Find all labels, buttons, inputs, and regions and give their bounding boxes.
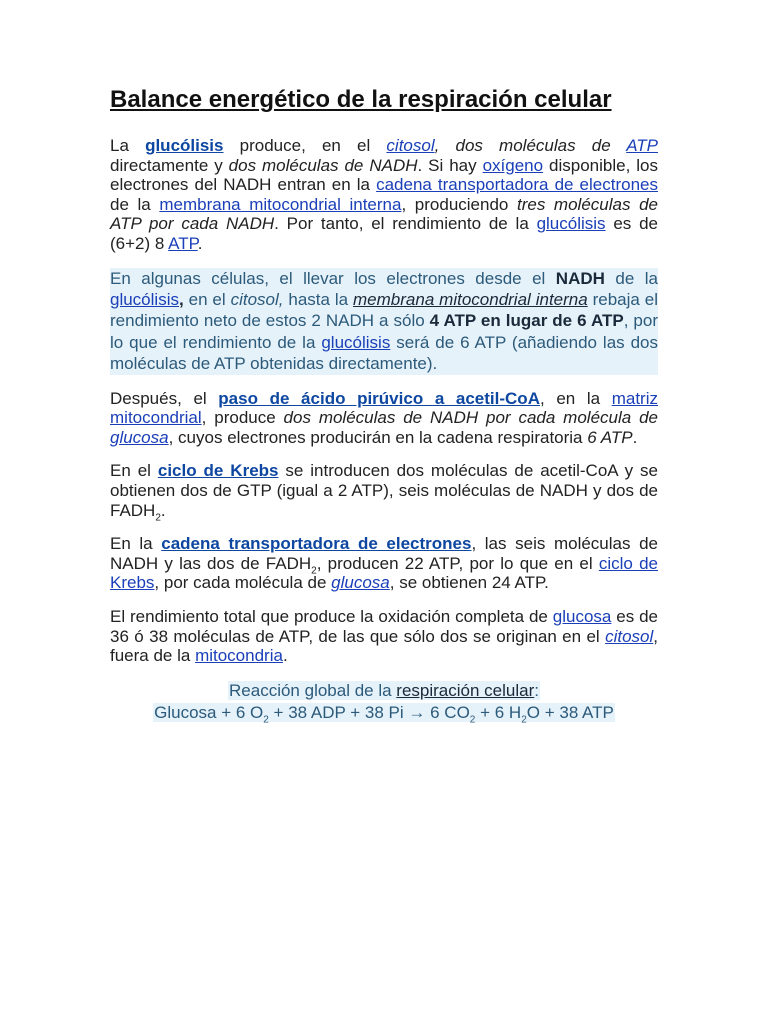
reaction-equation-box (153, 702, 615, 726)
text: disponible, los electrones del NADH entran en la (110, 155, 658, 195)
text: , produciendo (401, 194, 517, 214)
text: . Por tanto, el rendimiento de la (274, 214, 537, 234)
paragraph-acetil-coa (110, 389, 658, 448)
text: será de 6 ATP (añadiendo las dos moléculas de ATP obtenidas directamente). (110, 332, 658, 374)
text: , produce (201, 408, 284, 428)
link-glucosa-3[interactable]: glucosa (552, 606, 612, 626)
text: , por cada molécula de (154, 573, 332, 593)
reaction-label (110, 680, 658, 702)
text: + 38 ADP + 38 Pi → 6 CO (268, 702, 470, 722)
paragraph-krebs (110, 461, 658, 523)
text: 4 ATP en lugar de 6 ATP (429, 311, 624, 331)
subscript: 2 (263, 714, 269, 726)
text: Reacción global de la (229, 680, 397, 700)
text: 6 ATP (587, 427, 633, 447)
text: En el (110, 461, 158, 481)
link-oxigeno[interactable]: oxígeno (482, 155, 544, 175)
text: . Si hay (417, 155, 483, 175)
text: en el (183, 289, 231, 309)
text: El rendimiento total que produce la oxidación completa de (110, 606, 553, 626)
text: es de 36 ó 38 moléculas de ATP, de las que sólo dos se originan en el (110, 606, 659, 646)
text: En algunas células, el llevar los electrones desde el (110, 268, 556, 288)
text: produce, en el (223, 136, 387, 155)
highlight-box (110, 268, 658, 375)
text: directamente y (110, 155, 229, 175)
link-citosol-2[interactable]: citosol (605, 626, 654, 646)
subscript: 2 (521, 714, 527, 726)
text: . (632, 427, 638, 447)
link-glucolisis-3[interactable]: glucólisis (110, 289, 179, 309)
link-citosol[interactable]: citosol (386, 136, 435, 155)
link-cadena-transportadora[interactable]: cadena transportadora de electrones (376, 175, 658, 195)
link-ciclo-krebs[interactable]: ciclo de Krebs (157, 461, 279, 481)
subscript: 2 (311, 565, 317, 577)
text: , producen 22 ATP, por lo que en el (316, 553, 599, 573)
link-glucosa[interactable]: glucosa (110, 427, 169, 447)
link-matriz-mitocondrial[interactable]: matriz mitocondrial (110, 388, 658, 428)
link-respiracion-celular[interactable]: respiración celular (396, 680, 535, 700)
text: O + 38 ATP (526, 702, 614, 722)
text: hasta la (283, 289, 354, 309)
text: La (110, 136, 146, 155)
text: . (197, 233, 203, 253)
link-glucosa-2[interactable]: glucosa (331, 573, 390, 593)
text: . (160, 500, 166, 520)
text: , por lo que el rendimiento de la (110, 311, 658, 352)
link-atp[interactable]: ATP (626, 136, 658, 155)
text: rebaja el rendimiento neto de estos 2 NADH a sólo (110, 289, 658, 331)
text: , se obtienen 24 ATP. (389, 573, 549, 593)
text: de la (604, 268, 658, 288)
text: tres moléculas de ATP por cada NADH (110, 194, 658, 234)
text: . (282, 646, 288, 666)
reaction-label-box (228, 681, 540, 700)
text: Glucosa + 6 O (154, 702, 264, 722)
text: se introducen dos moléculas de acetil-CoA y se obtienen dos de GTP (igual a 2 ATP), seis moléculas de NADH y dos de FADH (110, 461, 658, 520)
text: , en la (539, 388, 612, 408)
subscript: 2 (155, 511, 161, 523)
reaction-equation (110, 702, 658, 724)
text: + 6 H (475, 702, 522, 722)
text: , dos moléculas de (434, 136, 627, 155)
page-title: Balance energético de la respiración celular (110, 86, 612, 113)
paragraph-cadena (110, 534, 658, 593)
link-cadena-transportadora-2[interactable]: cadena transportadora de electrones (161, 534, 472, 554)
link-membrana-mitocondrial[interactable]: membrana mitocondrial interna (159, 194, 402, 214)
text: es de (6+2) 8 (110, 214, 658, 253)
text: , las seis moléculas de NADH y las dos de FADH (110, 534, 659, 573)
link-mitocondria[interactable]: mitocondria (195, 646, 283, 666)
text: , fuera de la (110, 626, 658, 666)
paragraph-glucolisis (110, 136, 658, 254)
text: En la (110, 534, 162, 554)
text: : (534, 680, 539, 700)
link-paso-acido-piruvico[interactable]: paso de ácido pirúvico a acetil-CoA (218, 388, 540, 408)
link-glucolisis-2[interactable]: glucólisis (536, 214, 606, 234)
text: , (178, 289, 184, 309)
link-glucolisis[interactable]: glucólisis (145, 136, 224, 155)
link-atp-2[interactable]: ATP (168, 233, 198, 253)
text: , cuyos electrones producirán en la cadena respiratoria (168, 427, 588, 447)
link-membrana-mitocondrial-2[interactable]: membrana mitocondrial interna (353, 289, 588, 309)
text: dos moléculas de NADH (228, 155, 418, 175)
paragraph-rendimiento (110, 607, 658, 666)
text: NADH (555, 268, 605, 288)
link-glucolisis-4[interactable]: glucólisis (321, 332, 391, 352)
text: citosol, (230, 289, 284, 309)
text: Después, el (110, 388, 219, 408)
subscript: 2 (469, 714, 476, 726)
link-ciclo-krebs-2[interactable]: ciclo de Krebs (110, 553, 658, 593)
text: de la (110, 194, 160, 214)
text: dos moléculas de NADH por cada molécula de (283, 408, 658, 428)
